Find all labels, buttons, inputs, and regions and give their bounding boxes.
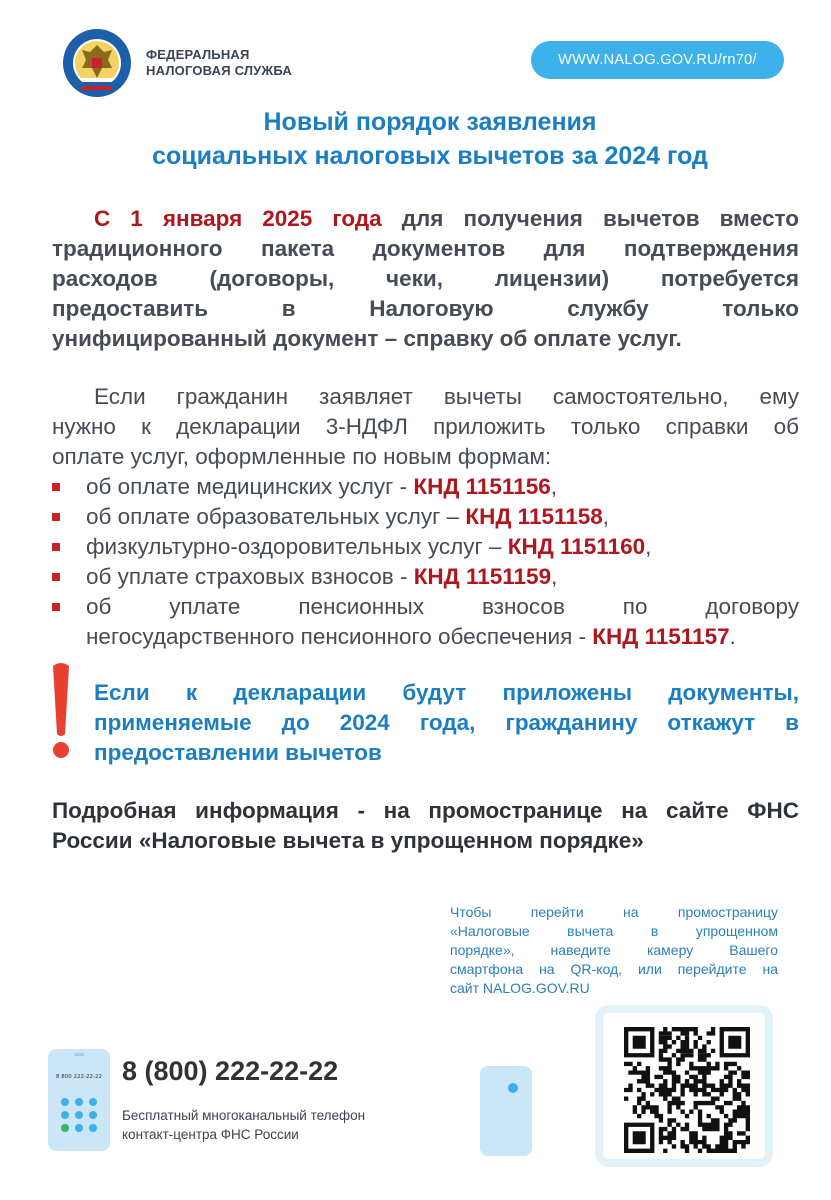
phone-icon <box>48 1049 110 1151</box>
intro-line1 <box>52 204 799 234</box>
knd-code: КНД 1151159 <box>413 564 552 589</box>
list-item: физкультурно-оздоровительных услуг – КНД 1151160, <box>86 534 652 559</box>
intro-line2: традиционного пакета документов для подтверждения <box>52 236 799 261</box>
org-name-line1: ФЕДЕРАЛЬНАЯ <box>146 47 250 62</box>
hotline-caption-line2: контакт-центра ФНС России <box>122 1127 299 1142</box>
hotline-caption-line1: Бесплатный многоканальный телефон <box>122 1108 366 1123</box>
warning-line1: Если к декларации будут приложены документы, <box>94 680 799 705</box>
qr-note-line4: смартфона на QR-код, или перейдите на <box>450 961 778 977</box>
list-item: об уплате пенсионных взносов по договору <box>86 594 799 619</box>
para2-line2: нужно к декларации 3-НДФЛ приложить только справки об <box>52 414 799 439</box>
knd-code: КНД 1151157 <box>592 624 730 649</box>
svg-text:8 800 222-22-22: 8 800 222-22-22 <box>56 1074 102 1080</box>
intro-line3: расходов (договоры, чеки, лицензии) потребуется <box>52 266 799 291</box>
warning-line3: предоставлении вычетов <box>94 740 382 765</box>
bullet-marker <box>52 513 60 521</box>
qr-note-line5: сайт NALOG.GOV.RU <box>450 980 590 996</box>
intro-line4: предоставить в Налоговую службу только <box>52 296 799 321</box>
qr-note-line2: «Налоговые вычета в упрощенном <box>450 923 778 939</box>
knd-code: КНД 1151158 <box>465 504 603 529</box>
list-item: об оплате медицинских услуг - КНД 1151156, <box>86 474 558 499</box>
intro-line5: унифицированный документ – справку об оплате услуг. <box>52 326 682 351</box>
list-item: об уплате страховых взносов - КНД 1151159, <box>86 564 558 589</box>
bullet-marker <box>52 573 60 581</box>
info-line2: России «Налоговые вычета в упрощенном порядке» <box>52 828 644 853</box>
warning-line2: применяемые до 2024 года, гражданину откажут в <box>94 710 799 735</box>
hotline-phone-number[interactable]: 8 (800) 222-22-22 <box>122 1056 339 1086</box>
knd-code: КНД 1151156 <box>413 474 551 499</box>
knd-code: КНД 1151160 <box>507 534 646 559</box>
website-link-pill[interactable]: WWW.NALOG.GOV.RU/rn70/ <box>531 41 784 79</box>
qr-note-line3: порядке», наведите камеру Вашего <box>450 942 778 958</box>
org-name-line2: НАЛОГОВАЯ СЛУЖБА <box>146 63 293 78</box>
bullet-marker <box>52 603 60 611</box>
smartphone-scan-icon <box>480 1066 532 1156</box>
exclamation-icon <box>50 662 72 762</box>
para2-line3: оплате услуг, оформленные по новым формам: <box>52 444 552 469</box>
bullet-marker <box>52 543 60 551</box>
info-line1: Подробная информация - на промостранице на сайте ФНС <box>52 798 799 823</box>
qr-code[interactable] <box>624 1027 750 1153</box>
page-title-line2: социальных налоговых вычетов за 2024 год <box>152 142 708 170</box>
qr-note-line1: Чтобы перейти на промостраницу <box>450 904 778 920</box>
intro-line1-text: для получения вычетов вместо <box>401 206 799 231</box>
page-title-line1: Новый порядок заявления <box>263 108 597 136</box>
bullet-marker <box>52 483 60 491</box>
fns-emblem-logo <box>62 28 132 98</box>
para2-line1: Если гражданин заявляет вычеты самостоятельно, ему <box>94 384 799 409</box>
intro-date-highlight: С 1 января 2025 года <box>94 206 382 231</box>
list-item-continuation: негосударственного пенсионного обеспечения - КНД 1151157. <box>86 624 736 649</box>
list-item: об оплате образовательных услуг – КНД 1151158, <box>86 504 610 529</box>
